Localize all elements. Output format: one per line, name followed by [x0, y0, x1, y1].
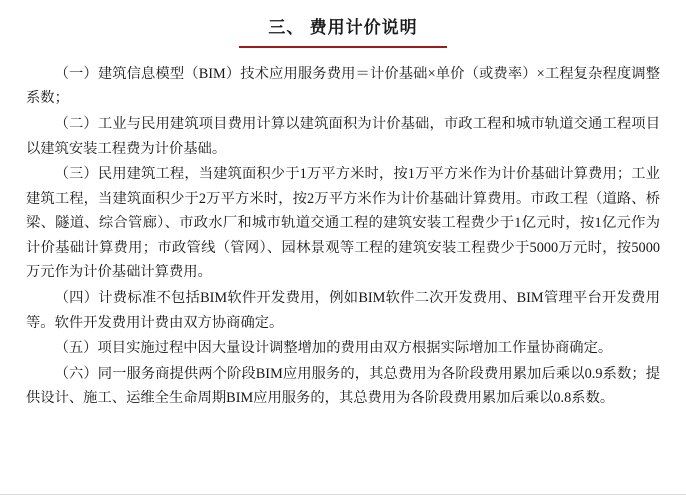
document-body [0, 48, 686, 411]
paragraph: （一）建筑信息模型（BIM）技术应用服务费用＝计价基础×单价（或费率）×工程复杂程度调整系数； [26, 65, 660, 107]
paragraph: （六）同一服务商提供两个阶段BIM应用服务的，其总费用为各阶段费用累加后乘以0.9系数；提供设计、施工、运维全生命周期BIM应用服务的，其总费用为各阶段费用累加后乘以0.8系数。 [26, 365, 660, 407]
page-title: 三、 费用计价说明 [268, 18, 418, 37]
paragraph: （二）工业与民用建筑项目费用计算以建筑面积为计价基础，市政工程和城市轨道交通工程项目以建筑安装工程费为计价基础。 [26, 115, 660, 157]
paragraph: （三）民用建筑工程，当建筑面积少于1万平方米时，按1万平方米作为计价基础计算费用；工业建筑工程，当建筑面积少于2万平方米时，按2万平方米作为计价基础计算费用。市政工程（道路、桥梁、隧道、综合管廊）、市政水厂和城市轨道交通工程的建筑安装工程费少于1亿元时，按1亿元作为计价基础计算费用；市政管线（管网）、园林景观等工程的建筑安装工程费少于5000万元时，按5000万元作为计价基础计算费用。 [26, 166, 660, 281]
paragraph: （五）项目实施过程中因大量设计调整增加的费用由双方根据实际增加工作量协商确定。 [54, 340, 613, 357]
paragraph: （四）计费标准不包括BIM软件开发费用，例如BIM软件二次开发费用、BIM管理平台开发费用等。软件开发费用计费由双方协商确定。 [26, 290, 660, 331]
title-block [0, 0, 686, 48]
